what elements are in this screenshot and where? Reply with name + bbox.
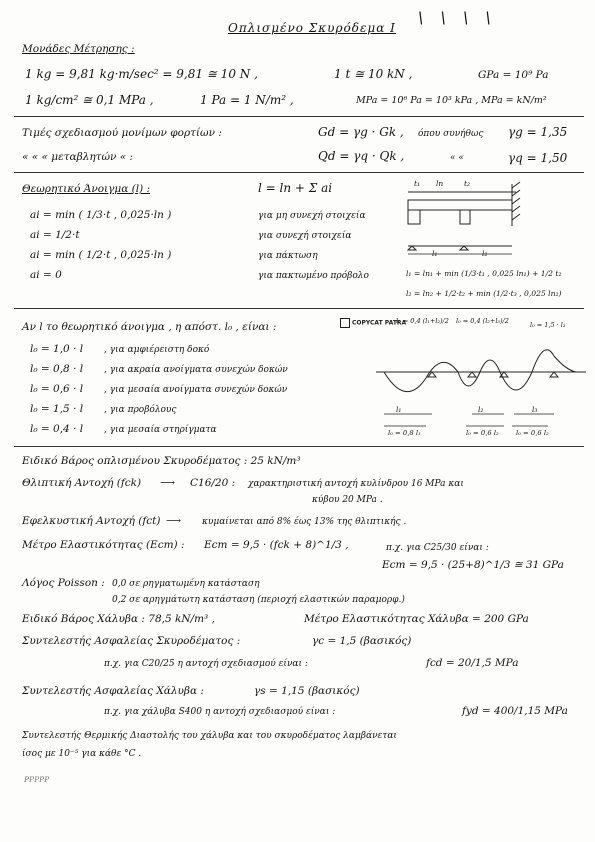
span-heading: Θεωρητικό Άνοιγμα (l) : xyxy=(22,183,151,195)
mat-gs-fyd: fyd = 400/1,15 MPa xyxy=(462,705,568,717)
loads-line2c: « « xyxy=(450,153,464,163)
mat-fck-class: C16/20 : xyxy=(190,477,236,489)
loads-line1c: όπου συνήθως xyxy=(418,129,484,139)
units-line1b: 1 t ≅ 10 kN , xyxy=(334,67,413,81)
mat-gs-example: π.χ. για χάλυβα S400 η αντοχή σχεδιασμού είναι : xyxy=(104,707,336,717)
mat-fct-label: Εφελκυστική Αντοχή (fct) xyxy=(22,515,161,527)
mat-steel-modulus: Μέτρο Ελαστικότητας Χάλυβα = 200 GPa xyxy=(304,613,529,625)
fig-label-t2: t₂ xyxy=(464,179,471,188)
mat-gc-label: Συντελεστής Ασφαλείας Σκυροδέματος : xyxy=(22,635,241,647)
mfig-top2: l₀ = 0,4 (l₂+l₃)/2 xyxy=(456,317,509,325)
mat-thermal-line2: ίσος με 10⁻⁵ για κάθε °C . xyxy=(22,749,142,759)
span-row-3-rhs: για πάκτωση xyxy=(258,251,318,261)
loads-line2b: Qd = γq · Qk , xyxy=(318,149,405,163)
divider-2 xyxy=(14,172,584,173)
loads-line1a: Τιμές σχεδιασμού μονίμων φορτίων : xyxy=(22,127,222,139)
mat-fck-arrow: ⟶ xyxy=(160,477,176,489)
mat-steel-weight: Ειδικό Βάρος Χάλυβα : 78,5 kN/m³ , xyxy=(22,613,215,625)
zero-row-2-lhs: l₀ = 0,8 · l xyxy=(30,363,84,375)
mat-weight: Ειδικό Βάρος οπλισμένου Σκυροδέματος : 25 kN/m³ xyxy=(22,455,301,467)
zero-row-1-rhs: , για αμφιέρειστη δοκό xyxy=(104,345,210,355)
divider-1 xyxy=(14,116,584,117)
mat-fct-desc: κυμαίνεται από 8% έως 13% της θλιπτικής . xyxy=(202,517,407,527)
divider-4 xyxy=(14,446,584,447)
span-l2-formula: l₂ = ln₂ + 1/2·t₂ + min (1/2·t₃ , 0,025 ln₂) xyxy=(406,289,562,298)
fig-label-l1: l₁ xyxy=(432,249,438,258)
mat-poisson-cracked: 0,0 σε ρηγματωμένη κατάσταση xyxy=(112,579,260,589)
units-line2b: 1 Pa = 1 N/m² , xyxy=(200,93,294,107)
mat-gc-example: π.χ. για C20/25 η αντοχή σχεδιασμού είναι : xyxy=(104,659,308,669)
zero-row-1-lhs: l₀ = 1,0 · l xyxy=(30,343,84,355)
copycat-stamp: COPYCAT PATRA xyxy=(340,318,406,328)
mat-fct-arrow: ⟶ xyxy=(166,515,182,527)
loads-line2a: « « « μεταβλητών « : xyxy=(22,151,134,163)
mfig-b1: l₀ = 0,8 l₁ xyxy=(388,429,421,437)
span-beam-figure xyxy=(404,180,524,260)
span-row-1-lhs: ai = min ( 1/3·t , 0,025·ln ) xyxy=(30,209,172,221)
moment-diagram-figure xyxy=(376,330,588,440)
zero-row-5-lhs: l₀ = 0,4 · l xyxy=(30,423,84,435)
zero-heading: Αν l το θεωρητικό άνοιγμα , η απόστ. l₀ , είναι : xyxy=(22,321,277,333)
span-row-4-lhs: ai = 0 xyxy=(30,269,62,281)
span-l1-formula: l₁ = ln₁ + min (1/3·t₁ , 0,025 ln₁) + 1/2 t₂ xyxy=(406,269,562,278)
mfig-top3: l₀ = 1,5 · l₃ xyxy=(530,321,566,329)
mat-fck-desc2: κύβου 20 MPa . xyxy=(312,495,383,505)
span-row-1-rhs: για μη συνεχή στοιχεία xyxy=(258,211,366,221)
mfig-top1: l₀ = 0,4 (l₁+l₂)/2 xyxy=(396,317,449,325)
page-title: Οπλισμένο Σκυρόδεμα Ι xyxy=(228,21,396,35)
mat-ecm-example: π.χ. για C25/30 είναι : xyxy=(386,543,489,553)
units-line1a: 1 kg = 9,81 kg·m/sec² = 9,81 ≅ 10 N , xyxy=(25,67,258,81)
mat-fck-desc: χαρακτηριστική αντοχή κυλίνδρου 16 MPa και xyxy=(248,479,464,489)
units-line1c: GPa = 10⁹ Pa xyxy=(478,69,549,81)
mfig-l1: l₁ xyxy=(396,405,402,414)
units-line2a: 1 kg/cm² ≅ 0,1 MPa , xyxy=(25,93,154,107)
mat-gs-label: Συντελεστής Ασφαλείας Χάλυβα : xyxy=(22,685,204,697)
units-heading: Μονάδες Μέτρησης : xyxy=(22,43,135,55)
zero-row-3-lhs: l₀ = 0,6 · l xyxy=(30,383,84,395)
zero-row-2-rhs: , για ακραία ανοίγματα συνεχών δοκών xyxy=(104,365,288,375)
span-row-4-rhs: για πακτωμένο πρόβολο xyxy=(258,271,369,281)
mfig-l3: l₃ xyxy=(532,405,538,414)
mat-ecm-label: Μέτρο Ελαστικότητας (Ecm) : xyxy=(22,539,185,551)
zero-row-4-lhs: l₀ = 1,5 · l xyxy=(30,403,84,415)
zero-row-3-rhs: , για μεσαία ανοίγματα συνεχών δοκών xyxy=(104,385,288,395)
mat-ecm-formula: Ecm = 9,5 · (fck + 8)^1/3 , xyxy=(204,539,349,551)
mat-gc-fcd: fcd = 20/1,5 MPa xyxy=(426,657,519,669)
span-formula: l = ln + Σ ai xyxy=(258,181,333,195)
mfig-b3: l₀ = 0,6 l₂ xyxy=(516,429,549,437)
zero-row-4-rhs: , για προβόλους xyxy=(104,405,177,415)
span-row-2-rhs: για συνεχή στοιχεία xyxy=(258,231,352,241)
mat-ecm-result: Ecm = 9,5 · (25+8)^1/3 ≅ 31 GPa xyxy=(382,559,564,571)
mat-gc-value: γc = 1,5 (βασικός) xyxy=(312,635,412,647)
mat-thermal-line1: Συντελεστής Θερμικής Διαστολής του χάλυβα και του σκυροδέματος λαμβάνεται xyxy=(22,731,397,741)
mat-poisson-label: Λόγος Poisson : xyxy=(22,577,105,589)
corner-marks: \ \ \ \ xyxy=(418,8,497,27)
mfig-b2: l₀ = 0,6 l₂ xyxy=(466,429,499,437)
fig-label-t1: t₁ xyxy=(414,179,421,188)
mfig-l2: l₂ xyxy=(478,405,484,414)
loads-line1b: Gd = γg · Gk , xyxy=(318,125,404,139)
mat-gs-value: γs = 1,15 (βασικός) xyxy=(254,685,360,697)
mat-fck-label: Θλιπτική Αντοχή (fck) xyxy=(22,477,142,489)
span-row-2-lhs: ai = 1/2·t xyxy=(30,229,80,241)
footer-mark: PPPPP xyxy=(24,775,50,784)
divider-3 xyxy=(14,308,584,309)
loads-line2d: γq = 1,50 xyxy=(508,151,568,165)
span-row-3-lhs: ai = min ( 1/2·t , 0,025·ln ) xyxy=(30,249,172,261)
loads-line1d: γg = 1,35 xyxy=(508,125,568,139)
units-line2c: MPa = 10⁶ Pa = 10³ kPa , MPa = kN/m² xyxy=(356,95,547,106)
fig-label-ln: ln xyxy=(436,179,444,188)
mat-poisson-uncracked: 0,2 σε αρηγμάτωτη κατάσταση (περιοχή ελαστικών παραμορφ.) xyxy=(112,595,405,605)
fig-label-l2: l₂ xyxy=(482,249,488,258)
zero-row-5-rhs: , για μεσαία στηρίγματα xyxy=(104,425,217,435)
